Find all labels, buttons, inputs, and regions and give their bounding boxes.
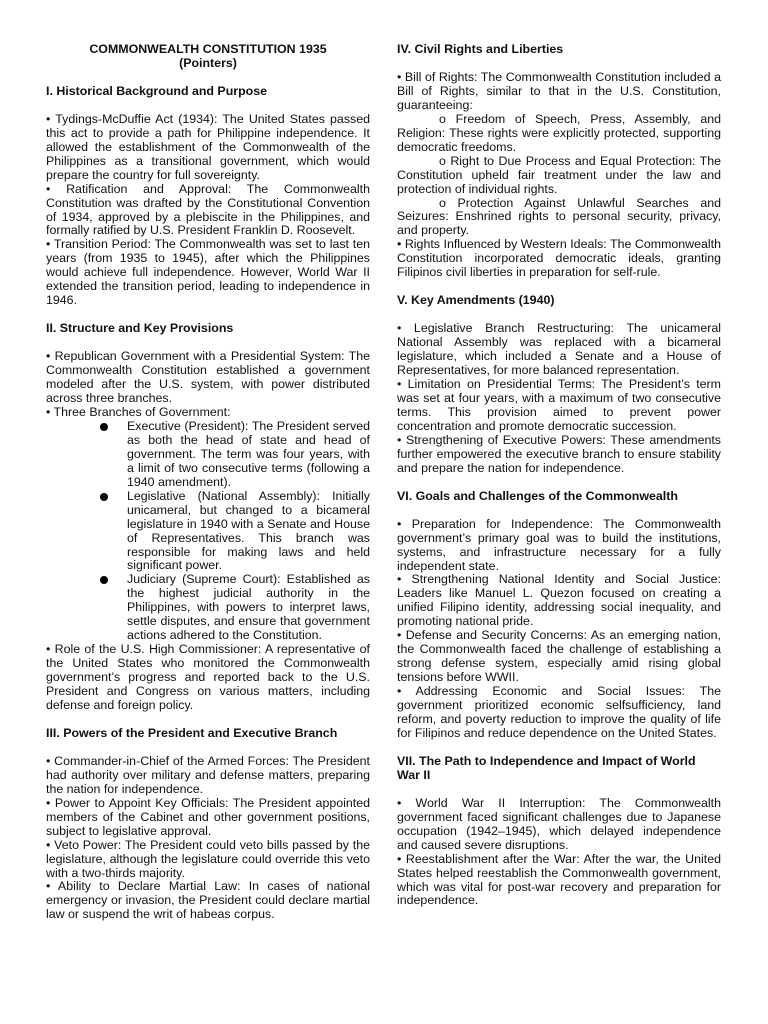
bullet-martial-law: • Ability to Declare Martial Law: In cases of national emergency or invasion, the President could declare martial law or suspend the writ of habeas corpus. <box>46 879 370 922</box>
bullet-defense-security: • Defense and Security Concerns: As an emerging nation, the Commonwealth faced the challenge of establishing a strong defense system, especially amid rising global tensions before WWII. <box>397 628 721 685</box>
section-heading-path-independence: VII. The Path to Independence and Impact of World War II <box>397 753 696 782</box>
bullet-veto-power: • Veto Power: The President could veto bills passed by the legislature, although the legislature could override this veto with a two-thirds majority. <box>46 837 370 880</box>
bullet-tydings-mcduffie: • Tydings-McDuffie Act (1934): The United States passed this act to provide a path for Philippine independence. It allowed the establishment of the Commonwealth of the Philippines as a transitional government, which would prepare the country for full sovereignty. <box>46 111 370 182</box>
bullet-preparation-independence: • Preparation for Independence: The Commonwealth government’s primary goal was to build the institutions, systems, and infrastructure necessary for a fully independent state. <box>397 516 721 573</box>
branch-legislative: Legislative (National Assembly): Initially unicameral, but changed to a bicameral legislature in 1940 with a Senate and House of Representatives. This branch was responsible for making laws and held significant power. <box>127 488 370 573</box>
bullet-dot-icon <box>100 493 108 501</box>
bullet-commander-in-chief: • Commander-in-Chief of the Armed Forces: The President had authority over military and defense matters, preparing the nation for independence. <box>46 753 370 796</box>
section-heading-goals: VI. Goals and Challenges of the Commonwealth <box>397 488 678 503</box>
branch-judiciary: Judiciary (Supreme Court): Established as the highest judicial authority in the Philippines, with powers to interpret laws, settle disputes, and ensure that government actions adhered to the Constitution. <box>127 572 370 643</box>
left-column <box>46 43 370 922</box>
bullet-three-branches: • Three Branches of Government: <box>46 404 231 419</box>
bullet-dot-icon <box>100 423 108 431</box>
bullet-executive-powers: • Strengthening of Executive Powers: These amendments further empowered the executive branch to ensure stability and prepare the nation for independence. <box>397 432 721 475</box>
sub-unlawful-searches: o Protection Against Unlawful Searches and Seizures: Enshrined rights to personal security, privacy, and property. <box>397 195 721 238</box>
branch-executive: Executive (President): The President served as both the head of state and head of government. The term was four years, with a limit of two consecutive terms (following a 1940 amendment). <box>127 418 370 489</box>
bullet-republican-government: • Republican Government with a Presidential System: The Commonwealth Constitution established a government modeled after the U.S. system, with power distributed across three branches. <box>46 349 370 406</box>
bullet-wwii-interruption: • World War II Interruption: The Commonwealth government faced significant challenges due to Japanese occupation (1942–1945), which delayed independence and caused severe disruptions. <box>397 795 721 852</box>
section-heading-amendments: V. Key Amendments (1940) <box>397 293 555 308</box>
bullet-high-commissioner: • Role of the U.S. High Commissioner: A representative of the United States who monitored the Commonwealth government’s progress and reported back to the U.S. President and Congress on various matters, including defense and foreign policy. <box>46 642 370 712</box>
document-subtitle: (Pointers) <box>179 55 237 70</box>
section-heading-civil-rights: IV. Civil Rights and Liberties <box>397 42 564 56</box>
branches-list <box>46 420 370 643</box>
list-item <box>127 490 370 574</box>
bullet-economic-social: • Addressing Economic and Social Issues: The government prioritized economic selfsufficiency, land reform, and poverty reduction to improve the quality of life for Filipinos and reduce dependence on the United States. <box>397 684 721 740</box>
section-heading-structure: II. Structure and Key Provisions <box>46 321 234 336</box>
bullet-national-identity: • Strengthening National Identity and Social Justice: Leaders like Manuel L. Quezon focused on creating a unified Filipino identity, addressing social inequality, and promoting national pride. <box>397 572 721 629</box>
section-heading-historical-background: I. Historical Background and Purpose <box>46 83 268 98</box>
bullet-dot-icon <box>100 576 108 584</box>
sub-due-process: o Right to Due Process and Equal Protection: The Constitution upheld fair treatment under the law and protection of individual rights. <box>397 153 721 196</box>
list-item <box>127 420 370 490</box>
bullet-reestablishment: • Reestablishment after the War: After the war, the United States helped reestablish the Commonwealth government, which was vital for post-war recovery and preparation for independence. <box>397 851 721 908</box>
bullet-transition-period: • Transition Period: The Commonwealth was set to last ten years (from 1935 to 1945), after which the Philippines would achieve full independence. However, World War II extended the transition period, leading to independence in 1946. <box>46 237 370 308</box>
bullet-presidential-terms: • Limitation on Presidential Terms: The President’s term was set at four years, with a maximum of two consecutive terms. This provision aimed to prevent power concentration and promote democratic succession. <box>397 377 721 433</box>
bullet-appoint-officials: • Power to Appoint Key Officials: The President appointed members of the Cabinet and other government positions, subject to legislative approval. <box>46 795 370 838</box>
bullet-legislative-restructuring: • Legislative Branch Restructuring: The unicameral National Assembly was replaced with a bicameral legislature, which included a Senate and a House of Representatives, for more balanced representation. <box>397 321 721 378</box>
bullet-western-ideals: • Rights Influenced by Western Ideals: The Commonwealth Constitution incorporated democratic ideals, granting Filipinos civil liberties in preparation for self-rule. <box>397 237 721 280</box>
list-item <box>127 573 370 643</box>
document-title: COMMONWEALTH CONSTITUTION 1935 <box>89 42 327 56</box>
section-heading-president-powers: III. Powers of the President and Executive Branch <box>46 725 338 740</box>
bullet-bill-of-rights: • Bill of Rights: The Commonwealth Constitution included a Bill of Rights, similar to that in the U.S. Constitution, guaranteeing: <box>397 69 721 112</box>
right-column <box>397 43 721 908</box>
sub-freedom-of-speech: o Freedom of Speech, Press, Assembly, and Religion: These rights were explicitly protected, supporting democratic freedoms. <box>397 111 721 154</box>
bullet-ratification: • Ratification and Approval: The Commonwealth Constitution was drafted by the Constitutional Convention of 1934, approved by a plebiscite in the Philippines, and formally ratified by U.S. President Franklin D. Roosevelt. <box>46 181 370 238</box>
